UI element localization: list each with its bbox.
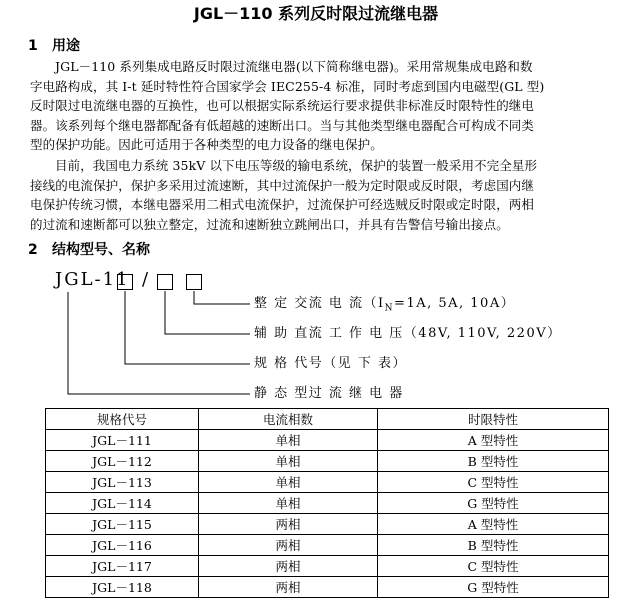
text-line: 器。该系列每个继电器都配备有低超越的速断出口。当与其他类型继电器配合可构成不同类 — [30, 117, 535, 133]
text-line: 接线的电流保护，保护多采用过流速断，其中过流保护一般为定时限或反时限，考虑国内继 — [30, 177, 535, 193]
text-line: 电保护传统习惯，本继电器采用二相式电流保护，过流保护可经选贼反时限或定时限，两相 — [30, 197, 535, 212]
text-line: 目前，我国电力系统 35kV 以下电压等级的输电系统，保护的装置一般采用不完全星形 — [55, 158, 538, 173]
table-header-row — [46, 409, 609, 430]
section-number: 1 — [28, 38, 38, 54]
callout-rated-current — [254, 295, 515, 318]
table-row — [46, 514, 609, 535]
callout-spec-code: 规 格 代号（见 下 表） — [254, 356, 408, 371]
table-row — [46, 535, 609, 556]
table-cell: JGL－116 — [46, 535, 199, 556]
table-cell: G 型特性 — [378, 577, 609, 598]
column-header: 时限特性 — [378, 409, 609, 430]
document-title: JGL－110 系列反时限过流继电器 — [193, 4, 439, 23]
table-cell: A 型特性 — [378, 430, 609, 451]
table-cell: 两相 — [199, 556, 378, 577]
section-title: 结构型号、名称 — [52, 242, 150, 258]
column-header: 规格代号 — [46, 409, 199, 430]
table-cell: JGL－117 — [46, 556, 199, 577]
section-number: 2 — [28, 242, 38, 258]
connector-spec-code — [125, 291, 250, 364]
callout-relay-name: 静 态 型过 流 继 电 器 — [254, 386, 404, 401]
table-cell: G 型特性 — [378, 493, 609, 514]
table-cell: JGL－112 — [46, 451, 199, 472]
model-separator: / — [142, 269, 149, 290]
table-cell: 单相 — [199, 430, 378, 451]
table-cell: C 型特性 — [378, 556, 609, 577]
table-cell: JGL－114 — [46, 493, 199, 514]
table-cell: JGL－111 — [46, 430, 199, 451]
connector-aux-voltage — [165, 291, 250, 334]
table-cell: B 型特性 — [378, 535, 609, 556]
table-cell: JGL－118 — [46, 577, 199, 598]
connector-rated-current — [194, 291, 250, 304]
table-cell: JGL－115 — [46, 514, 199, 535]
table-cell: JGL－113 — [46, 472, 199, 493]
table-cell: 两相 — [199, 514, 378, 535]
text-line: 反时限过电流继电器的互换性，也可以根据实际系统运行要求提供非标准反时限特性的继电 — [30, 98, 535, 113]
column-header: 电流相数 — [199, 409, 378, 430]
table-cell: 两相 — [199, 535, 378, 556]
table-cell: 单相 — [199, 493, 378, 514]
callout-text: 整 定 交流 电 流（I — [254, 296, 385, 311]
table-row — [46, 556, 609, 577]
table-cell: 两相 — [199, 577, 378, 598]
connector-relay-name — [68, 292, 250, 394]
table-cell: A 型特性 — [378, 514, 609, 535]
table-cell: 单相 — [199, 451, 378, 472]
table-row — [46, 577, 609, 598]
callout-text: =1A, 5A, 10A） — [394, 296, 516, 311]
text-line: JGL－110 系列集成电路反时限过流继电器(以下简称继电器)。采用常规集成电路和数 — [55, 59, 533, 74]
table-row — [46, 472, 609, 493]
section-title: 用途 — [52, 38, 80, 54]
text-line: 的过流和速断都可以独立整定，过流和速断独立跳闸出口，并具有告警信号输出接点。 — [30, 216, 509, 232]
text-line: 字电路构成，其 I-t 延时特性符合国家学会 IEC255-4 标准，同时考虑到国内电磁型(GL 型) — [30, 78, 545, 94]
model-code-prefix: JGL-11 — [55, 269, 130, 290]
spec-table — [45, 408, 609, 598]
table-row — [46, 493, 609, 514]
table-row — [46, 430, 609, 451]
table-row — [46, 451, 609, 472]
callout-subscript: N — [384, 303, 395, 314]
text-line: 型的保护功能。因此可适用于各种类型的电力设备的继电保护。 — [30, 137, 383, 152]
table-cell: C 型特性 — [378, 472, 609, 493]
callout-aux-voltage: 辅 助 直流 工 作 电 压（48V, 110V, 220V） — [254, 326, 562, 341]
table-cell: B 型特性 — [378, 451, 609, 472]
table-cell: 单相 — [199, 472, 378, 493]
